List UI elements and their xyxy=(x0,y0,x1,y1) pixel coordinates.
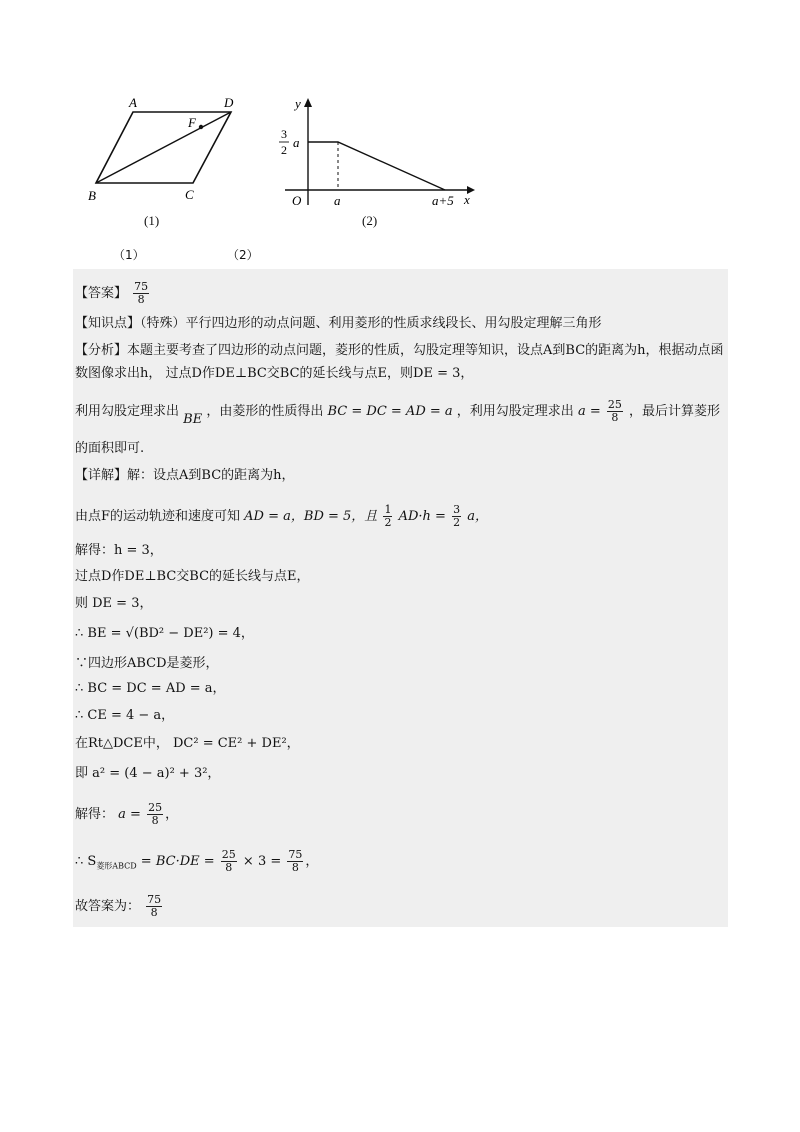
y-tick-a: a xyxy=(293,135,300,150)
subcaption-1: （1） xyxy=(113,248,145,262)
answer-label: 【答案】 xyxy=(75,286,128,301)
knowledge-label: 【知识点】 xyxy=(75,316,141,331)
label-c: C xyxy=(185,187,194,202)
solution-panel xyxy=(73,269,728,927)
detail-a-num: 25 xyxy=(148,801,163,814)
answer-line xyxy=(75,281,151,306)
detail-a-den: 8 xyxy=(151,814,159,827)
detail-text-7: ∵四边形ABCD是菱形， xyxy=(75,656,219,671)
point-f xyxy=(199,125,203,129)
detail-threehalves-num: 3 xyxy=(453,503,461,516)
detail-line-14 xyxy=(75,894,164,919)
x-tick-a-plus-5: a+5 xyxy=(432,193,454,208)
knowledge-line xyxy=(75,314,602,334)
detail-line-11 xyxy=(75,764,220,784)
analysis-line-3 xyxy=(75,439,144,459)
graph-line xyxy=(308,142,445,190)
detail-text-13a: ∴ S xyxy=(75,854,97,869)
detail-line-1 xyxy=(75,466,295,486)
detail-area-num-1: 25 xyxy=(221,848,236,861)
y-tick-den: 2 xyxy=(281,143,287,157)
final-answer-den: 8 xyxy=(150,906,158,919)
detail-half-num: 1 xyxy=(384,503,392,516)
analysis-text-2g: ，最后计算菱形 xyxy=(629,404,721,419)
label-f: F xyxy=(188,115,196,130)
detail-text-5: 则 DE = 3， xyxy=(75,596,153,611)
origin-label: O xyxy=(292,193,302,208)
detail-text-11: 即 a² = (4 − a)² + 3²， xyxy=(75,766,221,781)
x-tick-a: a xyxy=(334,193,341,208)
detail-text-12b: a = xyxy=(118,807,141,822)
figure2-caption: (2) xyxy=(362,213,378,228)
knowledge-text: （特殊）平行四边形的动点问题、利用菱形的性质求线段长、用勾股定理解三角形 xyxy=(140,316,602,331)
detail-text-10: 在Rt△DCE中， DC² = CE² + DE²， xyxy=(75,736,300,751)
detail-half-fraction xyxy=(383,504,392,529)
detail-text-6: ∴ BE = √(BD² − DE²) = 4， xyxy=(75,626,254,641)
detail-line-2 xyxy=(75,504,488,529)
detail-a-fraction xyxy=(147,802,163,827)
detail-text-2b: AD = a，BD = 5，且 xyxy=(244,509,378,524)
analysis-text-3: 的面积即可. xyxy=(75,441,145,456)
detail-text-13b: = BC·DE = xyxy=(140,854,215,869)
detail-area-den-1: 8 xyxy=(225,861,233,874)
detail-text-13c: × 3 = xyxy=(242,854,282,869)
detail-area-num-2: 75 xyxy=(288,848,303,861)
detail-line-13: ∴ $S_{菱形ABCD} = BC\cdot DE$ = $\frac{25}{8}$ × 3 = $\frac{75}{8}$ ， xyxy=(75,848,319,874)
detail-line-12: 解得： a = $\frac{25}{8}$ ， xyxy=(75,801,179,827)
detail-line-6 xyxy=(75,624,254,644)
label-d: D xyxy=(224,95,234,110)
detail-line-7 xyxy=(75,654,219,674)
subcaption-2: （2） xyxy=(227,248,259,262)
analysis-rhombus-eq: BC = DC = AD = a xyxy=(327,404,453,419)
detail-text-12a: 解得： xyxy=(75,807,115,822)
function-graph-figure xyxy=(275,95,475,210)
detail-threehalves-fraction xyxy=(452,504,461,529)
detail-area-fraction-1 xyxy=(221,849,237,874)
detail-text-3: 解得：h = 3， xyxy=(75,543,163,558)
analysis-paragraph xyxy=(75,339,725,385)
detail-text-2a: 由点F的运动轨迹和速度可知 xyxy=(75,509,241,524)
final-answer-num: 75 xyxy=(147,893,162,906)
diagonal-bd xyxy=(96,112,231,183)
detail-line-3 xyxy=(75,541,163,561)
y-tick-num: 3 xyxy=(281,127,287,141)
detail-line-9 xyxy=(75,706,174,726)
label-a: A xyxy=(129,95,137,110)
x-axis-label: x xyxy=(464,192,470,207)
analysis-text-2a: 利用勾股定理求出 xyxy=(75,404,180,419)
analysis-text-2e: ，利用勾股定理求出 xyxy=(456,404,574,419)
detail-line-10 xyxy=(75,734,300,754)
final-answer-fraction xyxy=(146,894,162,919)
analysis-text-1: 本题主要考查了四边形的动点问题，菱形的性质，勾股定理等知识，设点A到BC的距离为h，根据动点函数图像求出h， 过点D作DE⊥BC交BC的延长线与点E，则DE = 3， xyxy=(75,343,724,381)
answer-fraction xyxy=(133,281,149,306)
detail-text-4: 过点D作DE⊥BC交BC的延长线与点E， xyxy=(75,569,310,584)
detail-text-2c: AD·h = xyxy=(398,509,446,524)
detail-text-2d: a， xyxy=(467,509,488,524)
detail-text-9: ∴ CE = 4 − a， xyxy=(75,708,175,723)
analysis-text-2c: ，由菱形的性质得出 xyxy=(206,404,324,419)
detail-text-1: 解：设点A到BC的距离为h， xyxy=(127,468,295,483)
detail-half-den: 2 xyxy=(384,516,392,529)
y-axis-arrow xyxy=(304,98,312,107)
detail-text-13sub: 菱形ABCD xyxy=(96,861,137,871)
answer-num: 75 xyxy=(134,280,149,293)
y-axis-label: y xyxy=(295,96,301,111)
answer-den: 8 xyxy=(137,293,145,306)
analysis-be: BE xyxy=(183,412,203,427)
detail-area-fraction-2 xyxy=(287,849,303,874)
detail-text-8: ∴ BC = DC = AD = a， xyxy=(75,681,226,696)
detail-line-4 xyxy=(75,567,310,587)
detail-label: 【详解】 xyxy=(75,468,128,483)
figure1-caption: (1) xyxy=(144,213,160,228)
analysis-line-2 xyxy=(75,398,721,427)
detail-line-8 xyxy=(75,679,226,699)
analysis-a-num: 25 xyxy=(607,398,622,411)
detail-area-den-2: 8 xyxy=(291,861,299,874)
analysis-label: 【分析】 xyxy=(75,343,128,358)
detail-line-5 xyxy=(75,594,152,614)
label-b: B xyxy=(88,188,96,203)
analysis-a-den: 8 xyxy=(611,411,619,424)
detail-text-14: 故答案为： xyxy=(75,899,141,914)
detail-threehalves-den: 2 xyxy=(453,516,461,529)
analysis-a-fraction xyxy=(607,399,623,424)
analysis-a-eq: a = xyxy=(577,404,601,419)
parallelogram-figure xyxy=(85,95,255,210)
